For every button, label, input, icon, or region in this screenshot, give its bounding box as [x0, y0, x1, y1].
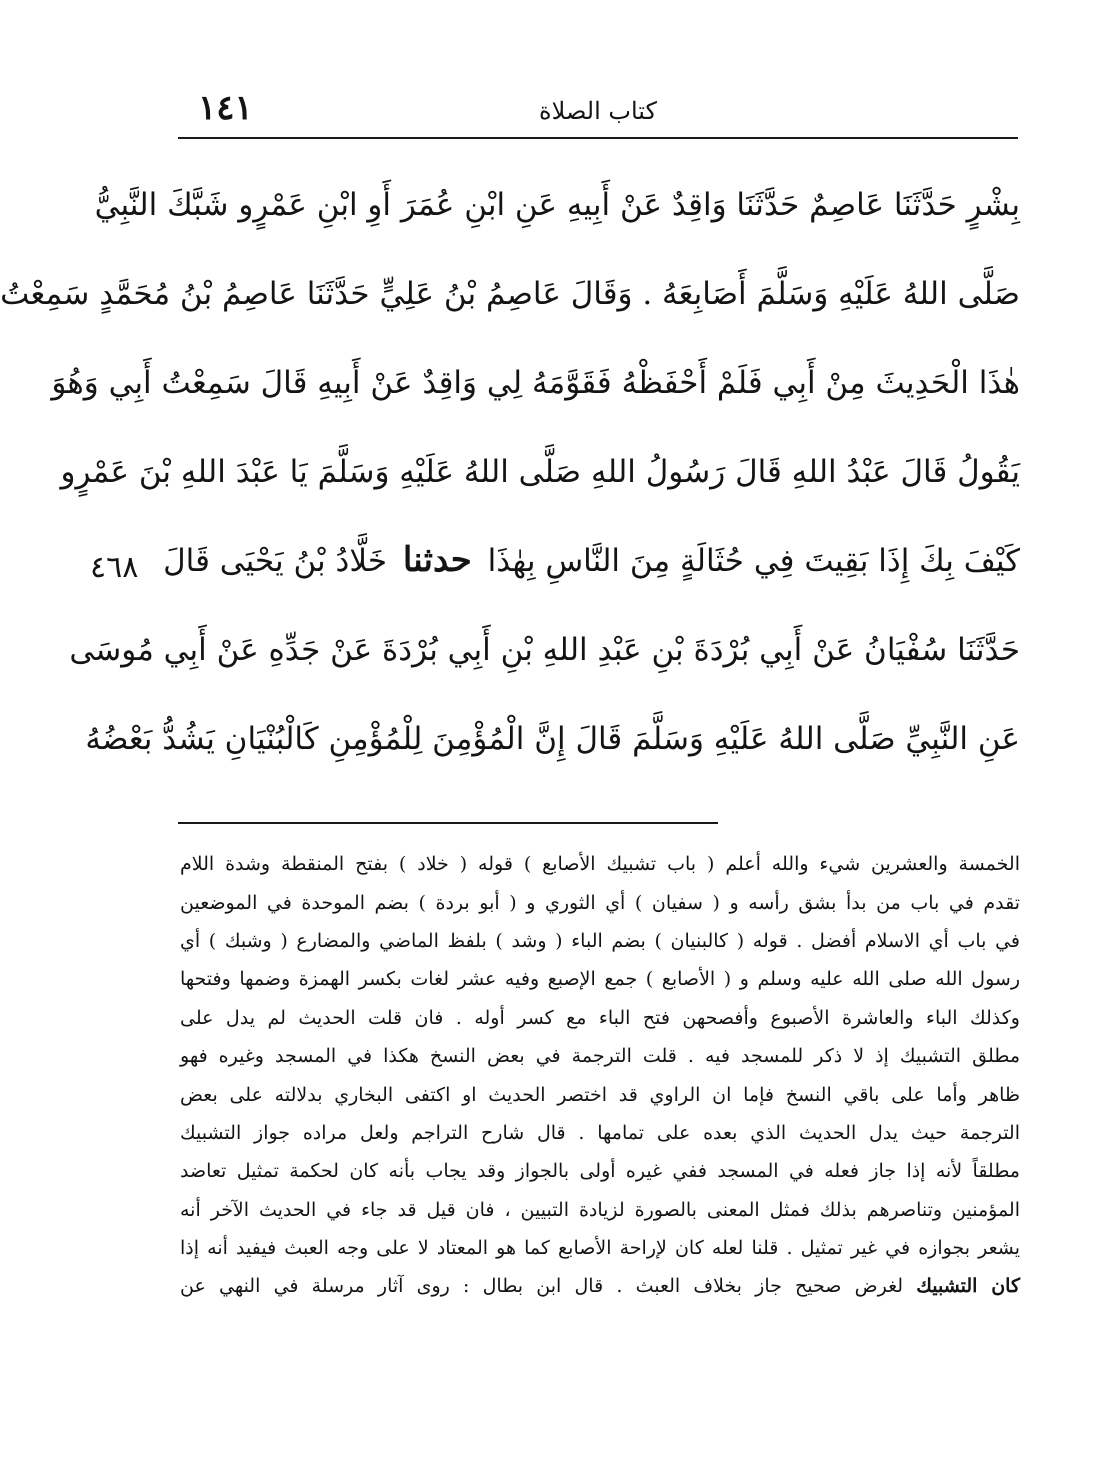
footnote-divider — [178, 822, 718, 824]
commentary-line-text: الخمسة والعشرين شيء والله أعلم ( باب تشبيك الأصابع ) قوله ( خلاد ) بفتح المنقطة وشدة اللام — [180, 853, 1020, 876]
header-divider — [178, 137, 1018, 139]
hadith-line-text: عَنِ النَّبِيِّ صَلَّى اللهُ عَلَيْهِ وَسَلَّمَ قَالَ إِنَّ الْمُؤْمِنَ لِلْمُؤْمِنِ كَالْبُنْيَانِ يَشُدُّ بَعْضُهُ — [85, 720, 1020, 757]
commentary-line — [180, 1229, 1020, 1267]
commentary-line — [180, 1037, 1020, 1075]
commentary-line-text — [180, 1271, 1020, 1301]
commentary-text — [180, 845, 1020, 1306]
haddathana-keyword: حدثنا — [402, 540, 472, 580]
hadith-line-text — [163, 530, 1020, 591]
commentary-line-text: الترجمة حيث يدل الحديث الذي بعده على تمامها . قال شارح التراجم ولعل مراده جواز التشبيك — [180, 1121, 1020, 1144]
hadith-line-part: كَيْفَ بِكَ إِذَا بَقِيتَ فِي حُثَالَةٍ مِنَ النَّاسِ بِهٰذَا — [487, 543, 1020, 579]
commentary-line — [180, 883, 1020, 921]
commentary-line-text: يشعر بجوازه في غير تمثيل . قلنا لعله كان لإراحة الأصابع كما هو المعتاد لا على وجه العبث فيفيد أنه إذا — [180, 1237, 1020, 1260]
commentary-line — [180, 922, 1020, 960]
chapter-title: كتاب الصلاة — [539, 97, 657, 125]
hadith-line-text: صَلَّى اللهُ عَلَيْهِ وَسَلَّمَ أَصَابِعَهُ . وَقَالَ عَاصِمُ بْنُ عَلِيٍّ حَدَّثَنَا عَاصِمُ بْنُ مُحَمَّدٍ سَمِعْتُ — [0, 275, 1020, 312]
commentary-line-part: لغرض صحيح جاز بخلاف العبث . قال ابن بطال : روى آثار مرسلة في النهي عن — [180, 1275, 904, 1298]
hadith-line — [69, 605, 1020, 694]
commentary-line-text: تقدم في باب من بدأ بشق رأسه و ( سفيان ) أي الثوري و ( أبو بردة ) بضم الموحدة في الموضعين — [180, 891, 1020, 914]
page-number: ١٤١ — [198, 88, 253, 128]
hadith-line-text: حَدَّثَنَا سُفْيَانُ عَنْ أَبِي بُرْدَةَ بْنِ عَبْدِ اللهِ بْنِ أَبِي بُرْدَةَ عَنْ جَدِّهِ عَنْ أَبِي مُوسَى — [69, 631, 1020, 668]
hadith-line — [85, 694, 1020, 783]
hadith-line — [94, 160, 1020, 249]
commentary-line-text: ظاهر وأما على باقي النسخ فإما ان الراوي قد اختصر الحديث او اكتفى البخاري بدلالته على بعض — [180, 1083, 1020, 1106]
hadith-number: ٤٦٨ — [90, 550, 139, 585]
hadith-line-text: يَقُولُ قَالَ عَبْدُ اللهِ قَالَ رَسُولُ اللهِ صَلَّى اللهُ عَلَيْهِ وَسَلَّمَ يَا عَبْدَ اللهِ بْنَ عَمْرٍو — [60, 453, 1020, 490]
commentary-line — [180, 1152, 1020, 1190]
commentary-line — [180, 1075, 1020, 1113]
hadith-line — [163, 516, 1020, 605]
commentary-line — [180, 1114, 1020, 1152]
commentary-line-text: وكذلك الباء والعاشرة الأصبوع وأفصحهن فتح الباء مع كسر أوله . فان قلت الحديث لم يدل على — [180, 1006, 1020, 1029]
commentary-line-text: في باب أي الاسلام أفضل . قوله ( كالبنيان ) بضم الباء ( وشد ) بلفظ الماضي والمضارع ( وشبك ) أي — [180, 929, 1020, 952]
commentary-line-text: رسول الله صلى الله عليه وسلم و ( الأصابع ) جمع الإصبع وفيه عشر لغات بكسر الهمزة وضمها وفتحها — [180, 968, 1020, 991]
commentary-emphasis: كان التشبيك — [916, 1275, 1020, 1298]
hadith-line-part: خَلَّادُ بْنُ يَحْيَى قَالَ — [163, 543, 387, 579]
commentary-line-text: مطلقاً لأنه إذا جاز فعله في المسجد ففي غيره أولى بالجواز وقد يجاب بأنه كان لحكمة تمثيل تعاضد — [180, 1160, 1020, 1183]
commentary-line — [180, 1191, 1020, 1229]
commentary-line — [180, 845, 1020, 883]
hadith-line-text: بِشْرٍ حَدَّثَنَا عَاصِمٌ حَدَّثَنَا وَاقِدٌ عَنْ أَبِيهِ عَنِ ابْنِ عُمَرَ أَوِ ابْنِ عَمْرٍو شَبَّكَ النَّبِيُّ — [94, 186, 1020, 223]
hadith-line — [60, 427, 1020, 516]
hadith-line-text: هٰذَا الْحَدِيثَ مِنْ أَبِي فَلَمْ أَحْفَظْهُ فَقَوَّمَهُ لِي وَاقِدٌ عَنْ أَبِيهِ قَالَ سَمِعْتُ أَبِي وَهُوَ — [51, 364, 1020, 401]
commentary-line — [180, 960, 1020, 998]
commentary-line-text: مطلق التشبيك إذ لا ذكر للمسجد فيه . قلت الترجمة في بعض النسخ هكذا في المسجد وغيره فهو — [180, 1045, 1020, 1068]
commentary-line — [180, 999, 1020, 1037]
hadith-line — [51, 338, 1020, 427]
hadith-line — [0, 249, 1020, 338]
commentary-line — [180, 1267, 1020, 1305]
page-header — [178, 88, 1018, 132]
commentary-line-text: المؤمنين وتناصرهم بذلك فمثل المعنى بالصورة لزيادة التبيين ، فان قيل قد جاء في الحديث الآخر أنه — [180, 1198, 1020, 1221]
